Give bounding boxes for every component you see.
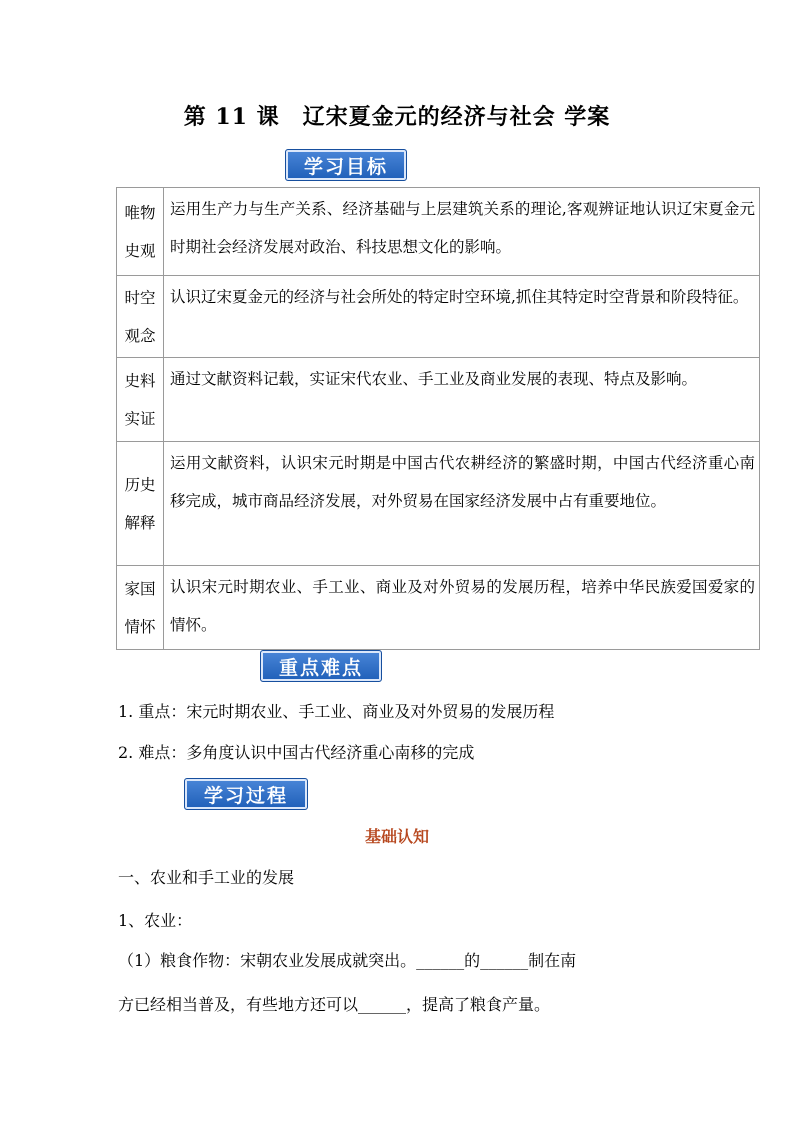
table-row xyxy=(117,276,760,358)
goal-label: 时空 观念 xyxy=(117,276,164,358)
page-title: 第 11 课 辽宋夏金元的经济与社会 学案 xyxy=(183,104,611,130)
badge-learning-process: 学习过程 xyxy=(184,778,308,810)
goal-label: 家国 情怀 xyxy=(117,566,164,650)
goal-content: 认识宋元时期农业、手工业、商业及对外贸易的发展历程，培养中华民族爱国爱家的情怀。 xyxy=(164,566,760,650)
item-heading: 1、农业： xyxy=(118,911,193,930)
table-row xyxy=(117,358,760,442)
basic-cognition-heading: 基础认知 xyxy=(364,827,429,846)
goal-label: 史料 实证 xyxy=(117,358,164,442)
section-heading: 一、农业和手工业的发展 xyxy=(118,868,295,887)
table-row xyxy=(117,188,760,276)
badge-key-points: 重点难点 xyxy=(260,650,382,682)
goal-label: 历史 解释 xyxy=(117,442,164,566)
goal-content: 通过文献资料记载，实证宋代农业、手工业及商业发展的表现、特点及影响。 xyxy=(164,358,760,442)
goal-content: 认识辽宋夏金元的经济与社会所处的特定时空环境,抓住其特定时空背景和阶段特征。 xyxy=(164,276,760,358)
goals-table xyxy=(116,187,760,650)
paragraph-line: 方已经相当普及，有些地方还可以______，提高了粮食产量。 xyxy=(118,995,551,1014)
paragraph-line: （1）粮食作物：宋朝农业发展成就突出。______的______制在南 xyxy=(118,951,577,970)
table-row xyxy=(117,442,760,566)
goal-content: 运用文献资料，认识宋元时期是中国古代农耕经济的繁盛时期，中国古代经济重心南移完成，城市商品经济发展，对外贸易在国家经济发展中占有重要地位。 xyxy=(164,442,760,566)
key-point-2: 2. 难点：多角度认识中国古代经济重心南移的完成 xyxy=(118,743,475,762)
goal-content: 运用生产力与生产关系、经济基础与上层建筑关系的理论,客观辨证地认识辽宋夏金元时期社会经济发展对政治、科技思想文化的影响。 xyxy=(164,188,760,276)
badge-learning-goals: 学习目标 xyxy=(285,149,407,181)
table-row xyxy=(117,566,760,650)
key-point-1: 1. 重点：宋元时期农业、手工业、商业及对外贸易的发展历程 xyxy=(118,702,555,721)
goal-label: 唯物 史观 xyxy=(117,188,164,276)
